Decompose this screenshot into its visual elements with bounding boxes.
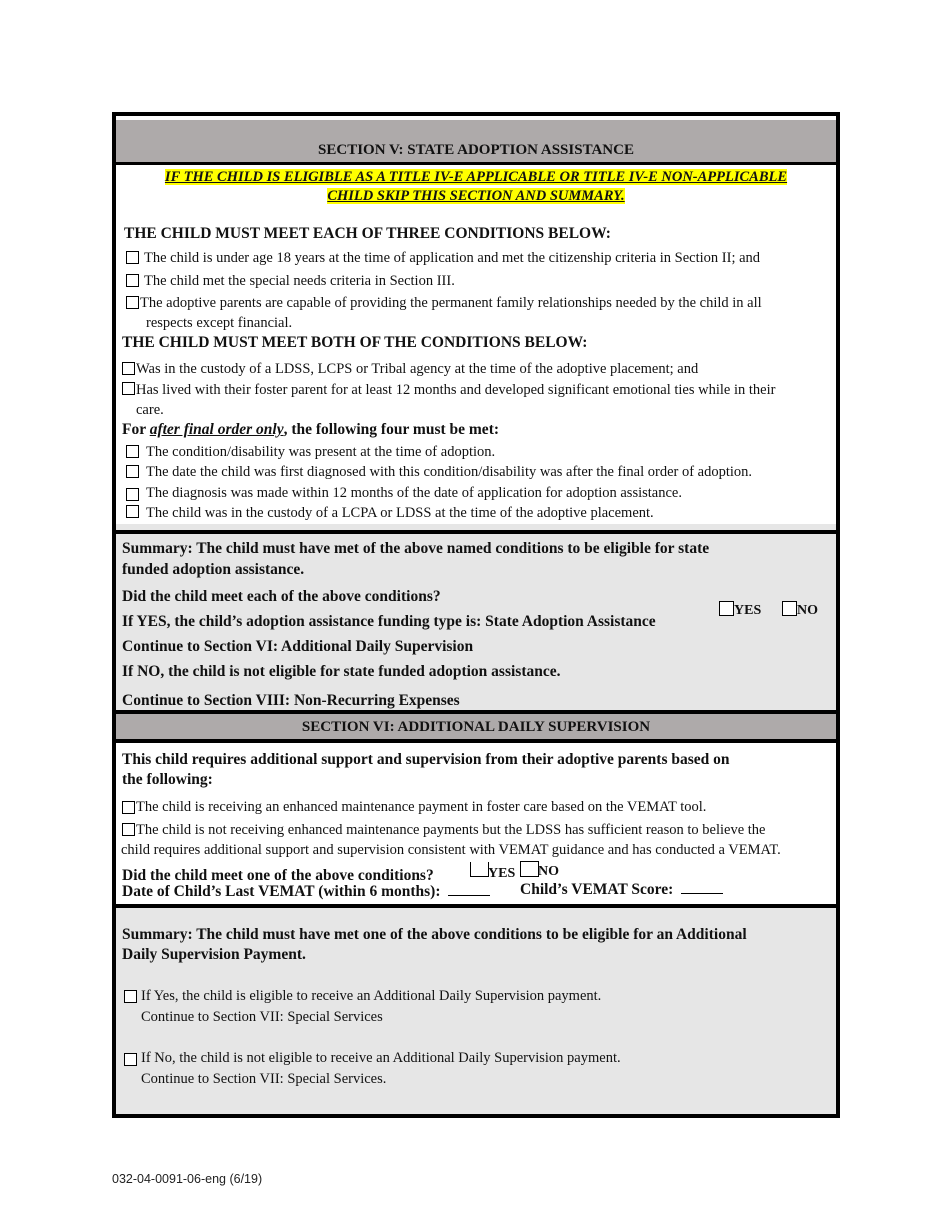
section6-intro-line2: the following: (122, 771, 213, 788)
divider (116, 162, 836, 165)
final-order-heading: For after final order only, the following four must be met: (122, 421, 500, 438)
yes-checkbox[interactable] (470, 862, 489, 877)
condition-text: The adoptive parents are capable of providing the permanent family relationships needed by the child in all (140, 295, 762, 311)
condition-text: The child is not receiving enhanced maintenance payments but the LDSS has sufficient reason to believe the (136, 822, 766, 838)
vemat-date-field[interactable] (448, 883, 490, 896)
eligible-yes-text: If Yes, the child is eligible to receive an Additional Daily Supervision payment. (141, 988, 602, 1004)
yes-checkbox[interactable] (719, 601, 734, 616)
summary6-line1: Summary: The child must have met one of the above conditions to be eligible for an Additional (122, 926, 747, 943)
yes-label: YES (488, 866, 516, 881)
condition-text: The condition/disability was present at the time of adoption. (146, 444, 496, 460)
vemat-date-label: Date of Child’s Last VEMAT (within 6 months): (122, 883, 441, 900)
condition-text: The child is receiving an enhanced maintenance payment in foster care based on the VEMAT tool. (136, 799, 707, 815)
eligible-no-text: If No, the child is not eligible to receive an Additional Daily Supervision payment. (141, 1050, 621, 1066)
no-label: NO (538, 864, 559, 879)
condition-checkbox[interactable] (126, 505, 139, 518)
eligible-yes-continue: Continue to Section VII: Special Services (141, 1009, 383, 1025)
eligible-no-continue: Continue to Section VII: Special Services. (141, 1071, 387, 1087)
section5-title: SECTION V: STATE ADOPTION ASSISTANCE (318, 142, 634, 158)
condition-text: Was in the custody of a LDSS, LCPS or Tribal agency at the time of the adoptive placement; and (136, 361, 699, 377)
if-no-text: If NO, the child is not eligible for state funded adoption assistance. (122, 663, 561, 680)
condition-checkbox[interactable] (122, 382, 135, 395)
condition-text: The diagnosis was made within 12 months of the date of application for adoption assistance. (146, 485, 682, 501)
condition-checkbox[interactable] (122, 362, 135, 375)
vemat-score-label: Child’s VEMAT Score: (520, 881, 674, 898)
both-conditions-heading: THE CHILD MUST MEET BOTH OF THE CONDITIONS BELOW: (122, 334, 588, 351)
continue-section6: Continue to Section VI: Additional Daily Supervision (122, 638, 474, 655)
condition-text: The date the child was first diagnosed with this condition/disability was after the final order of adoption. (146, 464, 753, 480)
vemat-date-row (122, 883, 490, 901)
condition-text: Has lived with their foster parent for at least 12 months and developed significant emotional ties while in their (136, 382, 776, 398)
no-checkbox[interactable] (782, 601, 797, 616)
summary5-line1: Summary: The child must have met of the above named conditions to be eligible for state (122, 540, 710, 557)
form-number: 032-04-0091-06-eng (6/19) (112, 1172, 263, 1186)
condition-checkbox[interactable] (122, 801, 135, 814)
vemat-score-field[interactable] (681, 881, 723, 894)
condition-text-cont: respects except financial. (146, 315, 293, 331)
vemat-score-row (520, 881, 723, 899)
condition-checkbox[interactable] (126, 274, 139, 287)
condition-checkbox[interactable] (122, 823, 135, 836)
summary5-line2: funded adoption assistance. (122, 561, 305, 578)
condition-checkbox[interactable] (126, 296, 139, 309)
eligible-yes-checkbox[interactable] (124, 990, 137, 1003)
section6-question: Did the child meet one of the above conditions? (122, 867, 434, 884)
no-label: NO (797, 603, 818, 618)
form-frame (112, 112, 840, 1118)
yes-label: YES (734, 603, 762, 618)
skip-notice-line1: IF THE CHILD IS ELIGIBLE AS A TITLE IV-E APPLICABLE OR TITLE IV-E NON-APPLICABLE (164, 169, 788, 185)
section6-header (116, 714, 836, 739)
condition-checkbox[interactable] (126, 488, 139, 501)
three-conditions-heading: THE CHILD MUST MEET EACH OF THREE CONDITIONS BELOW: (124, 225, 611, 242)
condition-checkbox[interactable] (126, 465, 139, 478)
if-yes-text: If YES, the child’s adoption assistance funding type is: State Adoption Assistance (122, 613, 656, 630)
condition-text: The child met the special needs criteria in Section III. (144, 273, 455, 289)
skip-notice-line2: CHILD SKIP THIS SECTION AND SUMMARY. (327, 188, 625, 204)
divider (116, 739, 836, 743)
section6-intro-line1: This child requires additional support and supervision from their adoptive parents based on (122, 751, 730, 768)
no-checkbox[interactable] (520, 861, 539, 877)
condition-checkbox[interactable] (126, 251, 139, 264)
condition-checkbox[interactable] (126, 445, 139, 458)
eligible-no-checkbox[interactable] (124, 1053, 137, 1066)
summary6-line2: Daily Supervision Payment. (122, 946, 306, 963)
section5-header (116, 120, 836, 162)
section6-title: SECTION VI: ADDITIONAL DAILY SUPERVISION (301, 719, 651, 735)
continue-section8: Continue to Section VIII: Non-Recurring Expenses (122, 692, 460, 709)
summary5-question: Did the child meet each of the above conditions? (122, 588, 441, 605)
condition-text: The child is under age 18 years at the time of application and met the citizenship criteria in Section II; and (144, 250, 761, 266)
condition-text-cont: child requires additional support and supervision consistent with VEMAT guidance and has conducted a VEMAT. (121, 842, 781, 858)
condition-text-cont: care. (136, 402, 164, 418)
condition-text: The child was in the custody of a LCPA or LDSS at the time of the adoptive placement. (146, 505, 654, 521)
skip-notice (146, 168, 806, 186)
